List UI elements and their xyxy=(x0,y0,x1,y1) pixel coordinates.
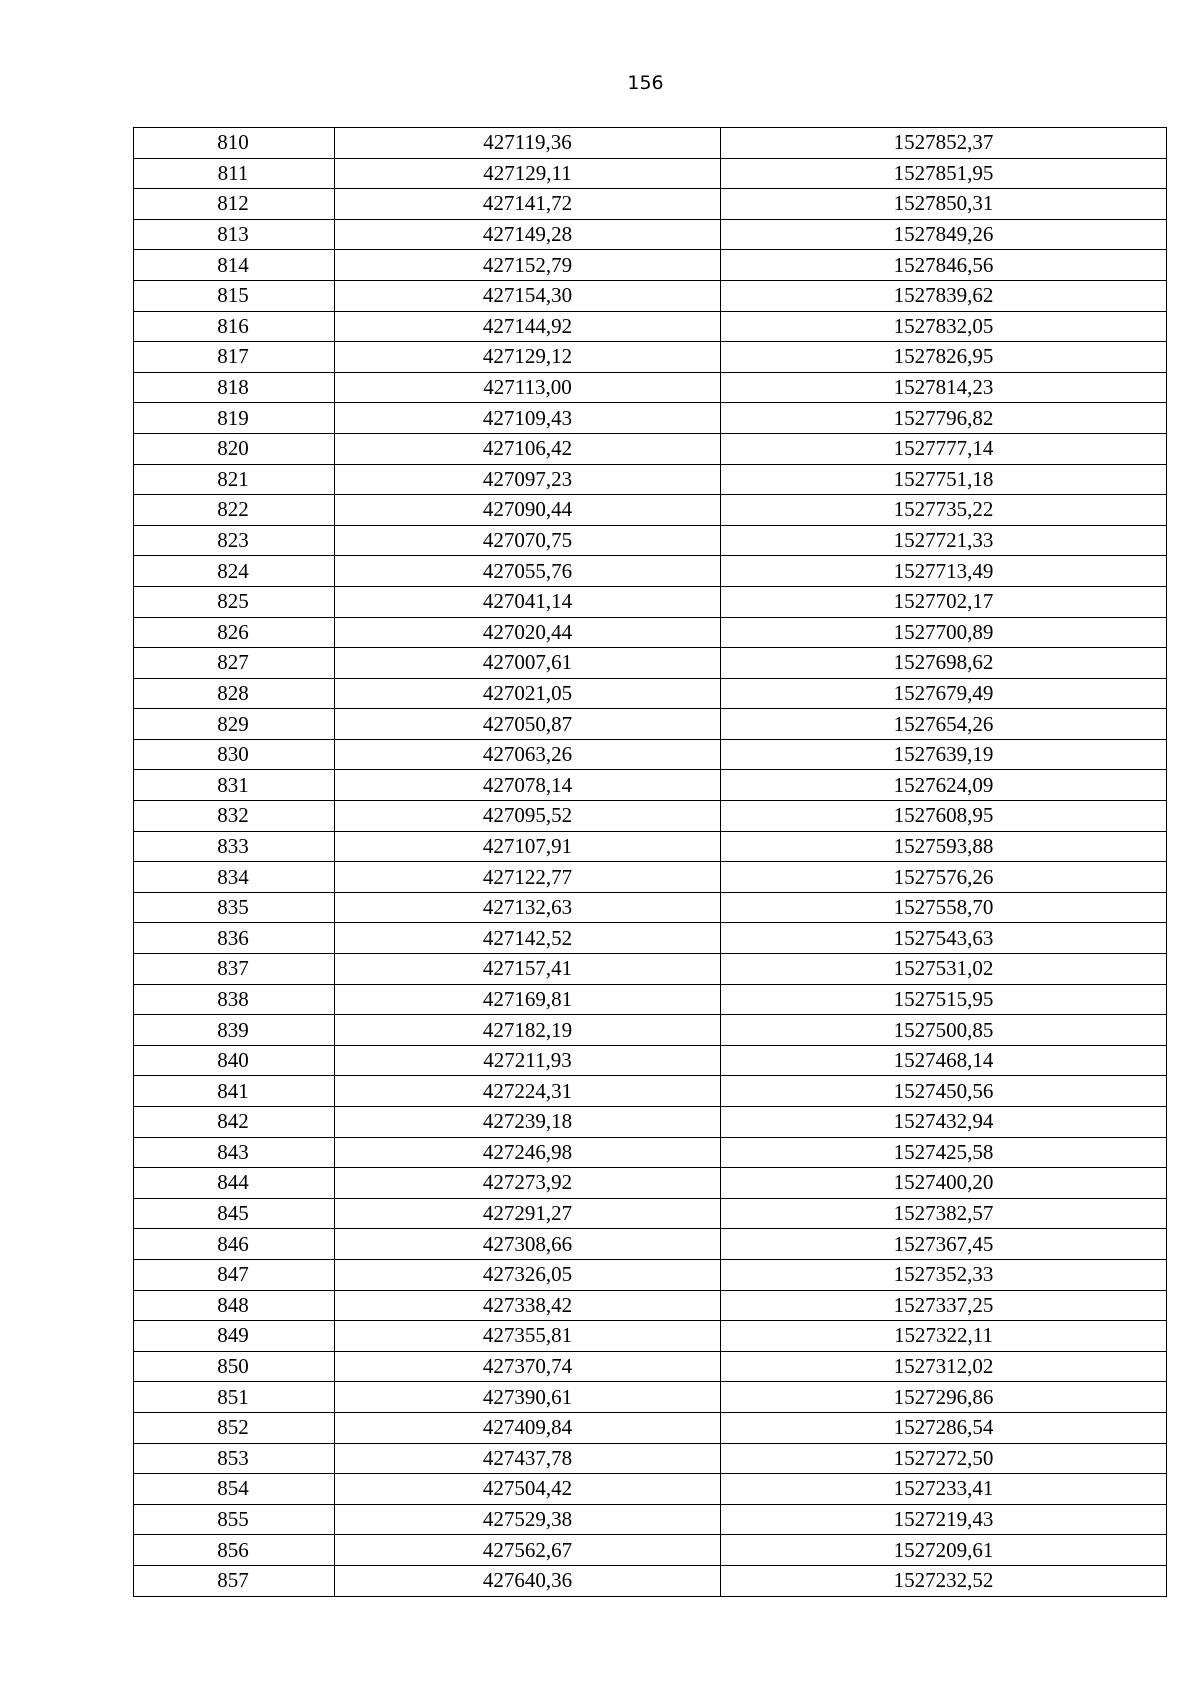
page-number: 156 xyxy=(627,72,664,94)
x-coordinate-cell: 427640,36 xyxy=(335,1565,721,1596)
point-number-cell: 840 xyxy=(134,1045,335,1076)
table-row xyxy=(134,1474,1167,1505)
point-number-cell: 839 xyxy=(134,1015,335,1046)
x-coordinate-cell: 427050,87 xyxy=(335,709,721,740)
y-coordinate-cell: 1527543,63 xyxy=(721,923,1167,954)
table-row xyxy=(134,1290,1167,1321)
y-coordinate-cell: 1527639,19 xyxy=(721,739,1167,770)
point-number-cell: 845 xyxy=(134,1198,335,1229)
point-number-cell: 841 xyxy=(134,1076,335,1107)
x-coordinate-cell: 427308,66 xyxy=(335,1229,721,1260)
x-coordinate-cell: 427169,81 xyxy=(335,984,721,1015)
x-coordinate-cell: 427041,14 xyxy=(335,586,721,617)
point-number-cell: 825 xyxy=(134,586,335,617)
y-coordinate-cell: 1527721,33 xyxy=(721,525,1167,556)
point-number-cell: 822 xyxy=(134,495,335,526)
y-coordinate-cell: 1527322,11 xyxy=(721,1321,1167,1352)
table-row xyxy=(134,342,1167,373)
table-row xyxy=(134,1045,1167,1076)
point-number-cell: 855 xyxy=(134,1504,335,1535)
point-number-cell: 810 xyxy=(134,128,335,159)
x-coordinate-cell: 427119,36 xyxy=(335,128,721,159)
y-coordinate-cell: 1527849,26 xyxy=(721,219,1167,250)
x-coordinate-cell: 427246,98 xyxy=(335,1137,721,1168)
y-coordinate-cell: 1527531,02 xyxy=(721,954,1167,985)
point-number-cell: 811 xyxy=(134,158,335,189)
point-number-cell: 813 xyxy=(134,219,335,250)
x-coordinate-cell: 427129,11 xyxy=(335,158,721,189)
y-coordinate-cell: 1527850,31 xyxy=(721,189,1167,220)
point-number-cell: 836 xyxy=(134,923,335,954)
point-number-cell: 844 xyxy=(134,1168,335,1199)
point-number-cell: 856 xyxy=(134,1535,335,1566)
point-number-cell: 829 xyxy=(134,709,335,740)
table-row xyxy=(134,709,1167,740)
x-coordinate-cell: 427144,92 xyxy=(335,311,721,342)
x-coordinate-cell: 427141,72 xyxy=(335,189,721,220)
table-row xyxy=(134,984,1167,1015)
x-coordinate-cell: 427529,38 xyxy=(335,1504,721,1535)
point-number-cell: 837 xyxy=(134,954,335,985)
point-number-cell: 814 xyxy=(134,250,335,281)
x-coordinate-cell: 427020,44 xyxy=(335,617,721,648)
point-number-cell: 853 xyxy=(134,1443,335,1474)
y-coordinate-cell: 1527450,56 xyxy=(721,1076,1167,1107)
table-row xyxy=(134,1565,1167,1596)
point-number-cell: 821 xyxy=(134,464,335,495)
point-number-cell: 848 xyxy=(134,1290,335,1321)
point-number-cell: 818 xyxy=(134,372,335,403)
x-coordinate-cell: 427113,00 xyxy=(335,372,721,403)
table-row xyxy=(134,1321,1167,1352)
x-coordinate-cell: 427109,43 xyxy=(335,403,721,434)
point-number-cell: 850 xyxy=(134,1351,335,1382)
coordinates-table xyxy=(133,127,1167,1597)
x-coordinate-cell: 427152,79 xyxy=(335,250,721,281)
point-number-cell: 857 xyxy=(134,1565,335,1596)
y-coordinate-cell: 1527286,54 xyxy=(721,1412,1167,1443)
point-number-cell: 852 xyxy=(134,1412,335,1443)
point-number-cell: 817 xyxy=(134,342,335,373)
y-coordinate-cell: 1527751,18 xyxy=(721,464,1167,495)
x-coordinate-cell: 427095,52 xyxy=(335,801,721,832)
y-coordinate-cell: 1527702,17 xyxy=(721,586,1167,617)
x-coordinate-cell: 427182,19 xyxy=(335,1015,721,1046)
x-coordinate-cell: 427154,30 xyxy=(335,280,721,311)
y-coordinate-cell: 1527679,49 xyxy=(721,678,1167,709)
x-coordinate-cell: 427021,05 xyxy=(335,678,721,709)
y-coordinate-cell: 1527593,88 xyxy=(721,831,1167,862)
table-row xyxy=(134,831,1167,862)
x-coordinate-cell: 427211,93 xyxy=(335,1045,721,1076)
table-row xyxy=(134,648,1167,679)
y-coordinate-cell: 1527500,85 xyxy=(721,1015,1167,1046)
y-coordinate-cell: 1527296,86 xyxy=(721,1382,1167,1413)
point-number-cell: 842 xyxy=(134,1107,335,1138)
table-row xyxy=(134,556,1167,587)
x-coordinate-cell: 427007,61 xyxy=(335,648,721,679)
x-coordinate-cell: 427132,63 xyxy=(335,892,721,923)
table-row xyxy=(134,1015,1167,1046)
table-row xyxy=(134,1198,1167,1229)
table-row xyxy=(134,678,1167,709)
y-coordinate-cell: 1527233,41 xyxy=(721,1474,1167,1505)
y-coordinate-cell: 1527852,37 xyxy=(721,128,1167,159)
table-row xyxy=(134,1107,1167,1138)
table-row xyxy=(134,770,1167,801)
x-coordinate-cell: 427129,12 xyxy=(335,342,721,373)
y-coordinate-cell: 1527698,62 xyxy=(721,648,1167,679)
x-coordinate-cell: 427149,28 xyxy=(335,219,721,250)
y-coordinate-cell: 1527558,70 xyxy=(721,892,1167,923)
point-number-cell: 834 xyxy=(134,862,335,893)
x-coordinate-cell: 427122,77 xyxy=(335,862,721,893)
table-row xyxy=(134,403,1167,434)
y-coordinate-cell: 1527337,25 xyxy=(721,1290,1167,1321)
point-number-cell: 830 xyxy=(134,739,335,770)
x-coordinate-cell: 427055,76 xyxy=(335,556,721,587)
table-row xyxy=(134,280,1167,311)
y-coordinate-cell: 1527777,14 xyxy=(721,433,1167,464)
table-row xyxy=(134,1076,1167,1107)
x-coordinate-cell: 427107,91 xyxy=(335,831,721,862)
point-number-cell: 812 xyxy=(134,189,335,220)
table-row xyxy=(134,158,1167,189)
table-row xyxy=(134,1382,1167,1413)
y-coordinate-cell: 1527382,57 xyxy=(721,1198,1167,1229)
x-coordinate-cell: 427097,23 xyxy=(335,464,721,495)
table-row xyxy=(134,219,1167,250)
table-row xyxy=(134,495,1167,526)
table-row xyxy=(134,923,1167,954)
x-coordinate-cell: 427063,26 xyxy=(335,739,721,770)
y-coordinate-cell: 1527624,09 xyxy=(721,770,1167,801)
y-coordinate-cell: 1527232,52 xyxy=(721,1565,1167,1596)
x-coordinate-cell: 427239,18 xyxy=(335,1107,721,1138)
y-coordinate-cell: 1527839,62 xyxy=(721,280,1167,311)
point-number-cell: 819 xyxy=(134,403,335,434)
table-row xyxy=(134,464,1167,495)
point-number-cell: 838 xyxy=(134,984,335,1015)
table-row xyxy=(134,1137,1167,1168)
x-coordinate-cell: 427090,44 xyxy=(335,495,721,526)
point-number-cell: 854 xyxy=(134,1474,335,1505)
y-coordinate-cell: 1527209,61 xyxy=(721,1535,1167,1566)
y-coordinate-cell: 1527851,95 xyxy=(721,158,1167,189)
x-coordinate-cell: 427390,61 xyxy=(335,1382,721,1413)
table-row xyxy=(134,525,1167,556)
x-coordinate-cell: 427437,78 xyxy=(335,1443,721,1474)
y-coordinate-cell: 1527312,02 xyxy=(721,1351,1167,1382)
table-row xyxy=(134,1168,1167,1199)
table-row xyxy=(134,892,1167,923)
y-coordinate-cell: 1527576,26 xyxy=(721,862,1167,893)
table-row xyxy=(134,586,1167,617)
point-number-cell: 827 xyxy=(134,648,335,679)
y-coordinate-cell: 1527832,05 xyxy=(721,311,1167,342)
table-row xyxy=(134,1351,1167,1382)
point-number-cell: 826 xyxy=(134,617,335,648)
table-row xyxy=(134,1443,1167,1474)
y-coordinate-cell: 1527425,58 xyxy=(721,1137,1167,1168)
x-coordinate-cell: 427370,74 xyxy=(335,1351,721,1382)
point-number-cell: 824 xyxy=(134,556,335,587)
table-row xyxy=(134,250,1167,281)
y-coordinate-cell: 1527367,45 xyxy=(721,1229,1167,1260)
point-number-cell: 823 xyxy=(134,525,335,556)
table-row xyxy=(134,954,1167,985)
y-coordinate-cell: 1527700,89 xyxy=(721,617,1167,648)
x-coordinate-cell: 427142,52 xyxy=(335,923,721,954)
table-row xyxy=(134,311,1167,342)
point-number-cell: 832 xyxy=(134,801,335,832)
x-coordinate-cell: 427070,75 xyxy=(335,525,721,556)
x-coordinate-cell: 427224,31 xyxy=(335,1076,721,1107)
y-coordinate-cell: 1527272,50 xyxy=(721,1443,1167,1474)
table-row xyxy=(134,1535,1167,1566)
point-number-cell: 851 xyxy=(134,1382,335,1413)
x-coordinate-cell: 427273,92 xyxy=(335,1168,721,1199)
table-row xyxy=(134,128,1167,159)
point-number-cell: 831 xyxy=(134,770,335,801)
point-number-cell: 815 xyxy=(134,280,335,311)
table-row xyxy=(134,862,1167,893)
x-coordinate-cell: 427326,05 xyxy=(335,1259,721,1290)
point-number-cell: 847 xyxy=(134,1259,335,1290)
point-number-cell: 833 xyxy=(134,831,335,862)
x-coordinate-cell: 427338,42 xyxy=(335,1290,721,1321)
table-row xyxy=(134,739,1167,770)
y-coordinate-cell: 1527735,22 xyxy=(721,495,1167,526)
table-row xyxy=(134,1504,1167,1535)
y-coordinate-cell: 1527400,20 xyxy=(721,1168,1167,1199)
coordinates-table-body xyxy=(134,128,1167,1597)
x-coordinate-cell: 427504,42 xyxy=(335,1474,721,1505)
table-row xyxy=(134,1259,1167,1290)
y-coordinate-cell: 1527654,26 xyxy=(721,709,1167,740)
point-number-cell: 816 xyxy=(134,311,335,342)
point-number-cell: 828 xyxy=(134,678,335,709)
y-coordinate-cell: 1527352,33 xyxy=(721,1259,1167,1290)
y-coordinate-cell: 1527814,23 xyxy=(721,372,1167,403)
y-coordinate-cell: 1527515,95 xyxy=(721,984,1167,1015)
y-coordinate-cell: 1527219,43 xyxy=(721,1504,1167,1535)
y-coordinate-cell: 1527608,95 xyxy=(721,801,1167,832)
x-coordinate-cell: 427291,27 xyxy=(335,1198,721,1229)
y-coordinate-cell: 1527796,82 xyxy=(721,403,1167,434)
y-coordinate-cell: 1527713,49 xyxy=(721,556,1167,587)
point-number-cell: 820 xyxy=(134,433,335,464)
point-number-cell: 843 xyxy=(134,1137,335,1168)
y-coordinate-cell: 1527468,14 xyxy=(721,1045,1167,1076)
table-row xyxy=(134,433,1167,464)
y-coordinate-cell: 1527826,95 xyxy=(721,342,1167,373)
table-row xyxy=(134,1229,1167,1260)
point-number-cell: 849 xyxy=(134,1321,335,1352)
point-number-cell: 835 xyxy=(134,892,335,923)
table-row xyxy=(134,372,1167,403)
x-coordinate-cell: 427409,84 xyxy=(335,1412,721,1443)
table-row xyxy=(134,801,1167,832)
y-coordinate-cell: 1527432,94 xyxy=(721,1107,1167,1138)
y-coordinate-cell: 1527846,56 xyxy=(721,250,1167,281)
table-row xyxy=(134,189,1167,220)
x-coordinate-cell: 427106,42 xyxy=(335,433,721,464)
table-row xyxy=(134,617,1167,648)
x-coordinate-cell: 427562,67 xyxy=(335,1535,721,1566)
point-number-cell: 846 xyxy=(134,1229,335,1260)
table-row xyxy=(134,1412,1167,1443)
x-coordinate-cell: 427355,81 xyxy=(335,1321,721,1352)
x-coordinate-cell: 427078,14 xyxy=(335,770,721,801)
x-coordinate-cell: 427157,41 xyxy=(335,954,721,985)
